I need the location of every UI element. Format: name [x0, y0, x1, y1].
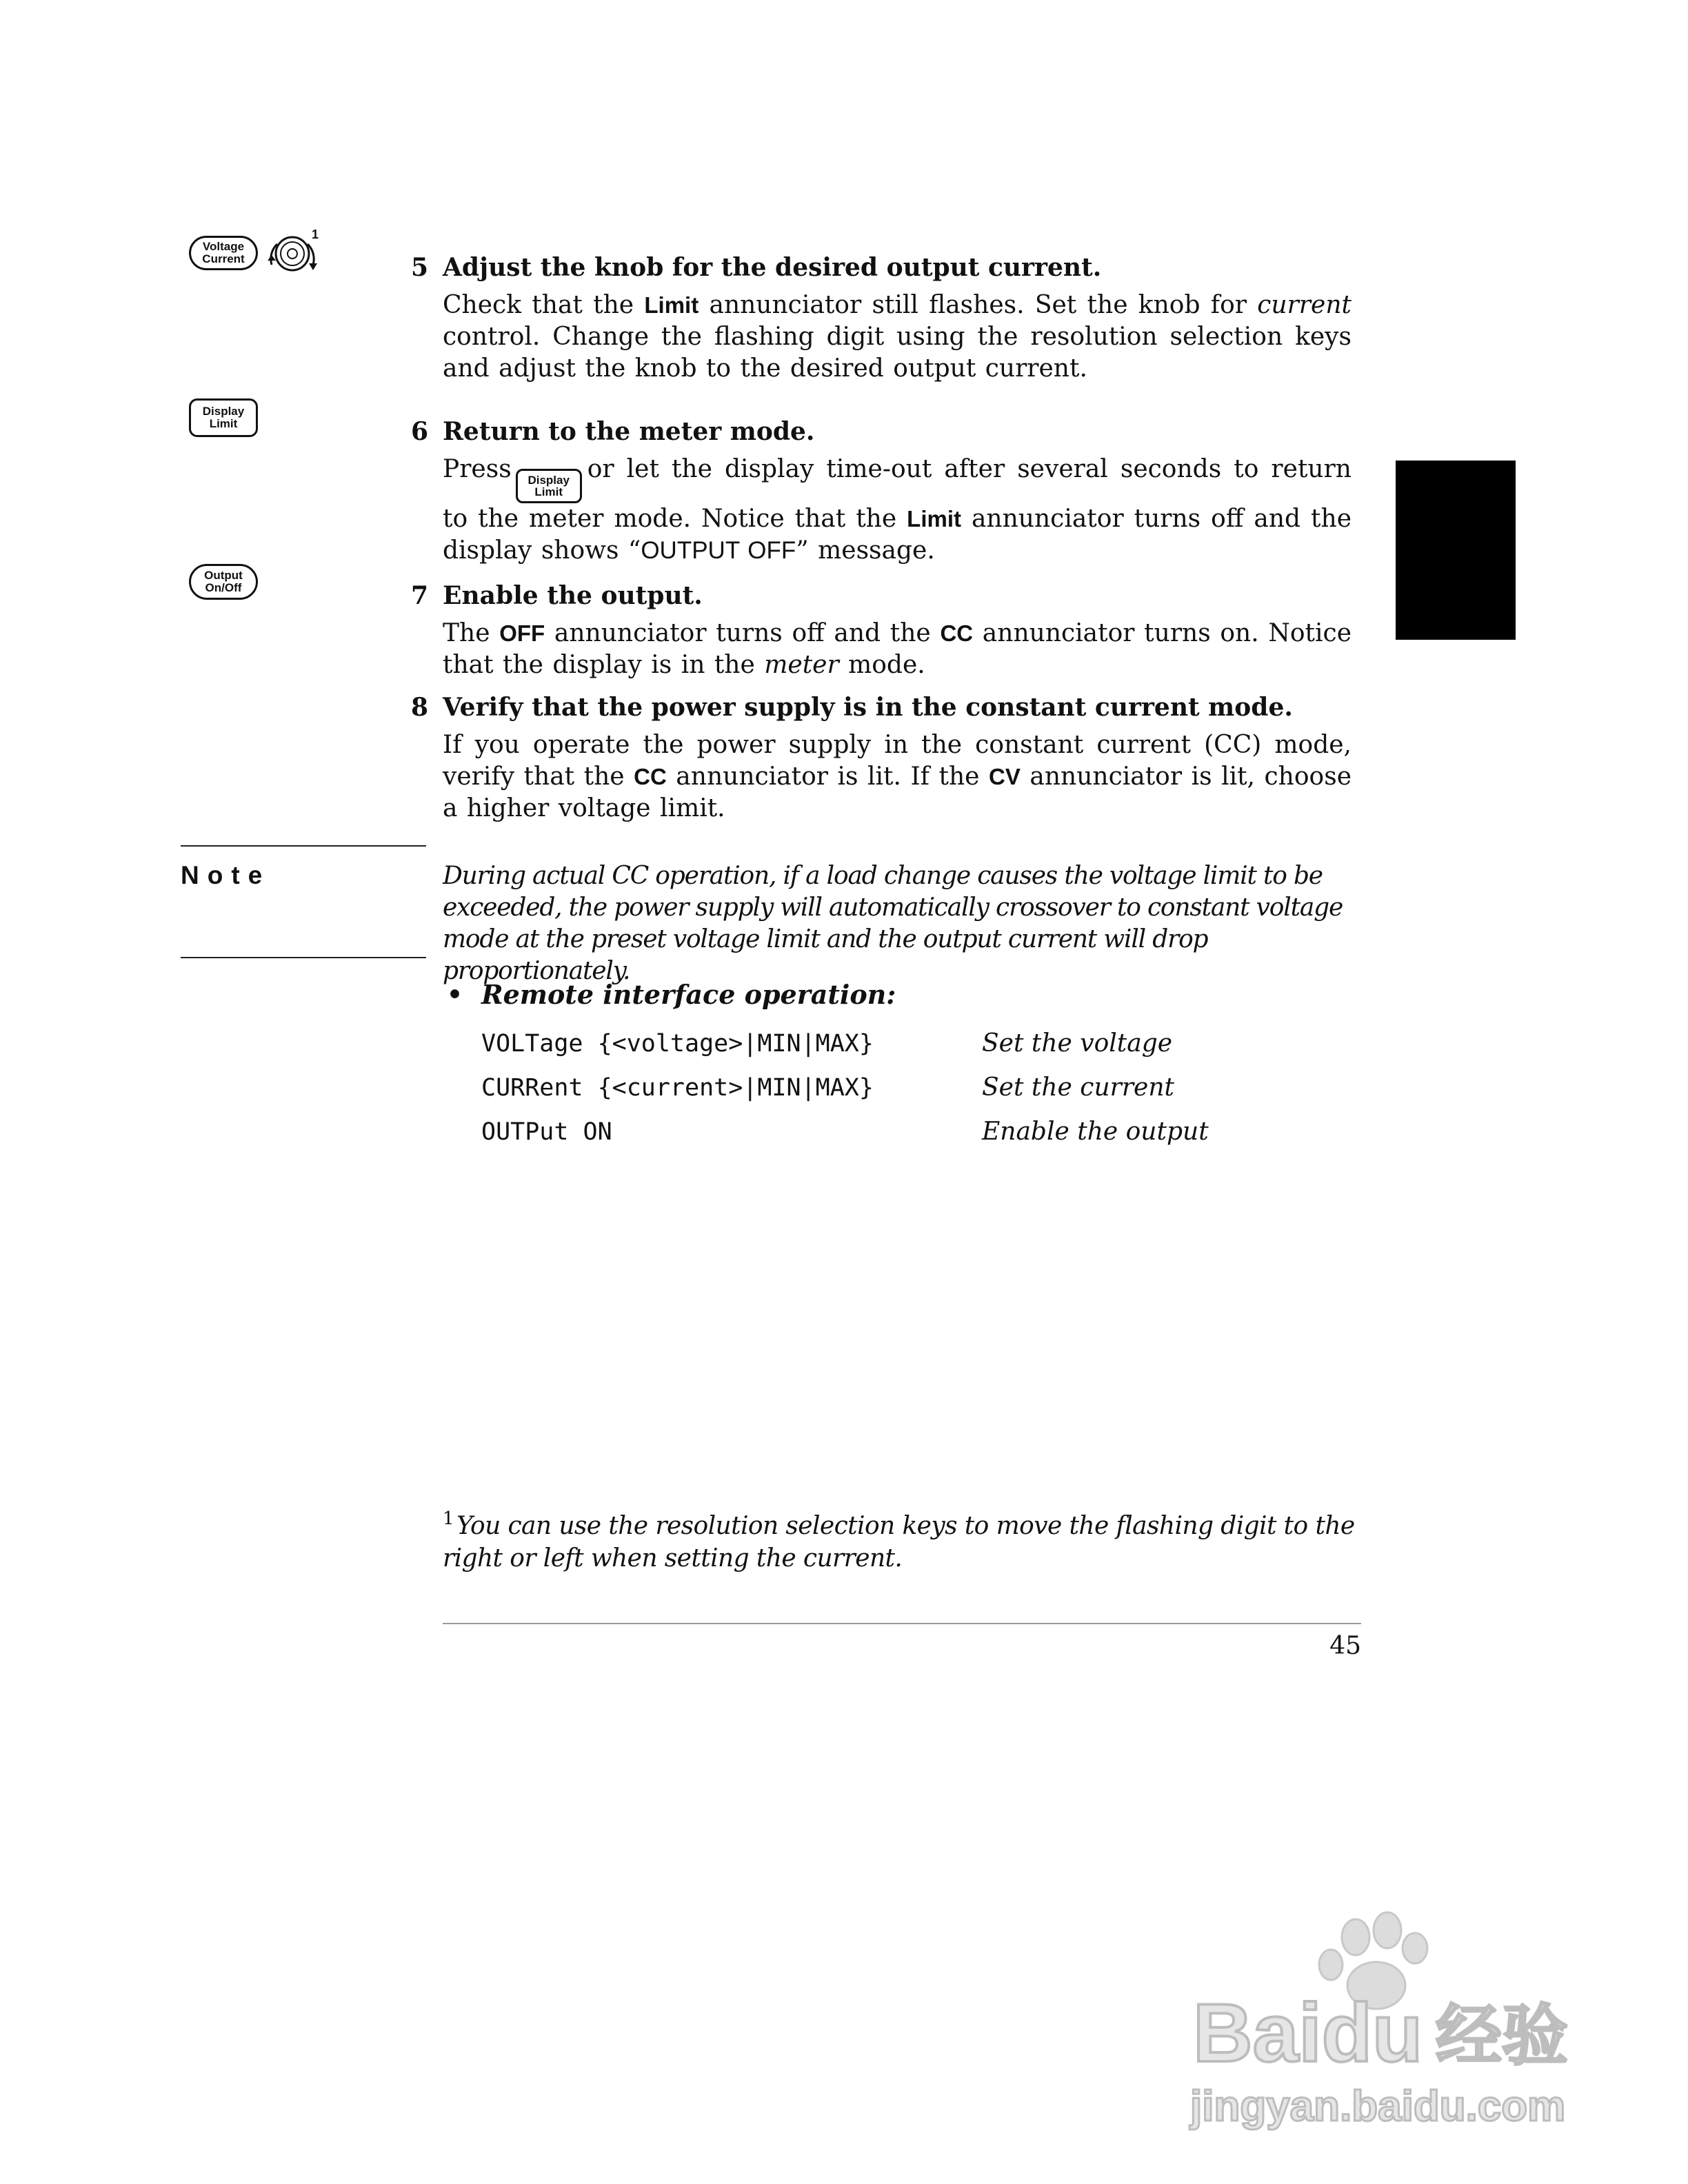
- annunciator-cc: CC: [940, 620, 974, 646]
- footnote: [443, 1510, 1360, 1575]
- scpi-command-description: Set the current: [982, 1073, 1174, 1102]
- step-6-heading: [411, 416, 815, 447]
- step-number: 5: [411, 253, 429, 282]
- knob-icon: [265, 230, 327, 276]
- scpi-command: VOLTage {<voltage>|MIN|MAX}: [481, 1030, 874, 1058]
- footnote-text: You can use the resolution selection keys to move the flashing digit to the right or left when setting the current.: [443, 1512, 1355, 1573]
- scpi-command-description: Enable the output: [982, 1118, 1209, 1146]
- step-number: 7: [411, 581, 429, 610]
- output-onoff-key-icon: [189, 564, 258, 600]
- scpi-command-description: Set the voltage: [982, 1029, 1173, 1058]
- note-top-rule: [181, 845, 426, 847]
- key-label-display: Display: [202, 405, 245, 418]
- annunciator-limit: Limit: [907, 506, 961, 532]
- step-title: Enable the output.: [443, 581, 703, 610]
- step-number: 6: [411, 417, 429, 446]
- annunciator-off: OFF: [499, 620, 545, 646]
- display-limit-key-icon: [189, 398, 258, 437]
- scpi-command: OUTPut ON: [481, 1118, 612, 1146]
- step-5-heading: [411, 252, 1102, 283]
- step-title: Return to the meter mode.: [443, 417, 815, 446]
- note-bottom-rule: [181, 957, 426, 958]
- key-label-onoff: On/Off: [205, 581, 242, 594]
- annunciator-limit: Limit: [644, 292, 699, 318]
- step-7-body: The OFF annunciator turns off and the CC annunciator turns on. Notice that the display is in the meter mode.: [443, 619, 1352, 679]
- step-8-heading: [411, 692, 1293, 722]
- key-label-output: Output: [204, 569, 243, 582]
- inline-display-limit-key-icon: Display Limit: [516, 469, 582, 503]
- footer-rule: [443, 1623, 1361, 1624]
- step-number: 8: [411, 693, 429, 722]
- scpi-command: CURRent {<current>|MIN|MAX}: [481, 1074, 874, 1102]
- knob-footnote-mark: 1: [312, 228, 319, 241]
- remote-interface-heading: Remote interface operation:: [481, 979, 896, 1010]
- chapter-tab-marker: [1396, 461, 1516, 640]
- step-5-body: Check that the Limit annunciator still flashes. Set the knob for current control. Change the flashing digit using the resolution selection keys and adjust the knob to the desired output current.: [443, 291, 1352, 383]
- note-label: Note: [181, 861, 271, 889]
- watermark-brand: Baidu: [1193, 1987, 1423, 2079]
- key-label-current: Current: [202, 252, 245, 265]
- note-text: During actual CC operation, if a load change causes the voltage limit to be exceeded, the power supply will automatically crossover to constant voltage mode at the preset voltage limit and the output current will drop proportionately.: [443, 862, 1343, 985]
- page-number: 45: [1329, 1632, 1361, 1660]
- voltage-current-key-icon: [189, 236, 258, 270]
- step-title: Adjust the knob for the desired output current.: [443, 253, 1102, 282]
- baidu-jingyan-watermark-logo: [1172, 1903, 1586, 2137]
- annunciator-cv: CV: [989, 764, 1021, 789]
- watermark-url: jingyan.baidu.com: [1190, 2083, 1566, 2130]
- footnote-mark: 1: [443, 1508, 454, 1529]
- step-8-body: If you operate the power supply in the constant current (CC) mode, verify that the CC annunciator is lit. If the CV annunciator is lit, choose a higher voltage limit.: [443, 731, 1352, 822]
- annunciator-cc: CC: [634, 764, 667, 789]
- step-title: Verify that the power supply is in the constant current mode.: [443, 693, 1293, 722]
- key-label-limit: Limit: [209, 417, 238, 430]
- bullet: •: [447, 980, 463, 1009]
- step-7-heading: [411, 580, 703, 611]
- key-label-voltage: Voltage: [202, 240, 245, 253]
- watermark-cn: 经验: [1436, 1997, 1568, 2074]
- display-message: OUTPUT OFF: [641, 537, 796, 564]
- step-6-body: Press Display Limit or let the display time-out after several seconds to return to the meter mode. Notice that the Limit annunciator turns off and the display shows “OUTPUT OFF” message.: [443, 455, 1352, 565]
